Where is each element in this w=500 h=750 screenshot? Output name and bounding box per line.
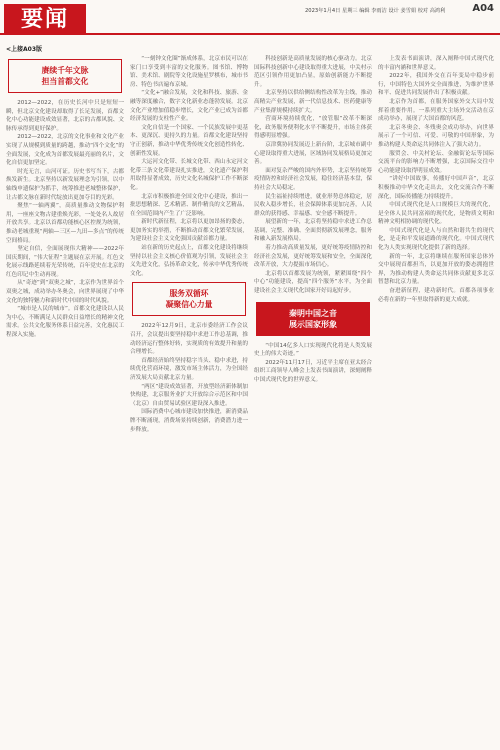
subheadline-line: 担当首都文化 xyxy=(41,77,89,86)
body-paragraph: “一刻钟文化圈”渐成体系，北京市民可以在家门口享受到丰富的文化服务。图书馆、博物馆、美术馆、剧院等文化设施星罗棋布，城市书房、特色书店遍布京城。 xyxy=(130,56,248,88)
section-title: 要闻 xyxy=(4,4,86,34)
body-paragraph: 首都经济始终坚持稳字当头、稳中求进，持续优化营商环境，激发市场主体活力，为全国经济发展大局贡献北京力量。 xyxy=(130,357,248,381)
subheadline xyxy=(256,302,370,336)
body-paragraph: 新时代新征程，北京将以更加昂扬的姿态，更加务实的举措，不断推动首都文化繁荣发展，为建设社会主义文化强国贡献首都力量。 xyxy=(130,219,248,243)
subheadline-line: 秦明中国之音 xyxy=(289,307,337,318)
body-paragraph: 2022年12月9日，北京市委经济工作会议召开，会议提出要坚持稳中求进工作总基调，推动经济运行整体好转，实现质的有效提升和量的合理增长。 xyxy=(130,323,248,356)
body-paragraph: 奋进新征程，建功新时代。首都各项事业必将在新的一年里取得新的更大成就。 xyxy=(378,288,494,303)
body-paragraph: 中国式现代化是人与自然和谐共生的现代化，是走和平发展道路的现代化。中国式现代化为人类实现现代化提供了新的选择。 xyxy=(378,227,494,252)
article-column-2 xyxy=(130,55,248,743)
body-paragraph: “两区”建设成效显著，开放型经济新体制加快构建，北京服务业扩大开放综合示范区和中国（北京）自由贸易试验区建设深入推进。 xyxy=(130,383,248,407)
body-paragraph: 北京作为首都，在服务国家外交大局中发挥着重要作用。一系列重大主场外交活动在京成功举办，展现了大国首都的风范。 xyxy=(378,98,494,123)
body-paragraph: 营商环境持续优化，“放管服”改革不断深化，政务服务便利化水平不断提升，市场主体获得感明显增强。 xyxy=(254,116,372,140)
subheadline xyxy=(8,59,122,93)
body-paragraph: 文化自信是一个国家、一个民族发展中更基本、更深沉、更持久的力量。首都文化建设坚持守正创新，推动中华优秀传统文化创造性转化、创新性发展。 xyxy=(130,124,248,157)
body-paragraph: 坚定自信，全面展现伟大精神——2022年国庆期间，“伟大征程”主题展在京开展。红色文化展示线路延续着光荣传统，百年党史在北京的红色印记中生动再现。 xyxy=(6,246,124,278)
body-paragraph: 站在新的历史起点上，首都文化建设将继续坚持以社会主义核心价值观为引领，发展社会主义先进文化，弘扬革命文化，传承中华优秀传统文化。 xyxy=(130,245,248,277)
body-paragraph: 上发表书面演讲，深入阐释中国式现代化的丰富内涵和世界意义。 xyxy=(378,56,494,71)
body-paragraph: “中国14亿多人口实现现代化将是人类发展史上的伟大奇迹。” xyxy=(254,342,372,358)
body-paragraph: 面对复杂严峻的国内外形势，北京坚持统筹疫情防控和经济社会发展，稳住经济基本盘，保持社会大局稳定。 xyxy=(254,167,372,191)
body-paragraph: 京津冀协同发展迈上新台阶，北京城市副中心建设取得重大进展，区域协同发展格局更加完善。 xyxy=(254,141,372,166)
body-paragraph: 聚焦“一轴两翼”，高质量推动文物保护利用，一座座文物古建重焕光彩，一处处名人故居开放共享。北京以首都功能核心区控规为统领，推动老城重现“两轴—三区—九田—多点”的传统空间格局。 xyxy=(6,203,124,244)
body-paragraph: 中国式现代化是人口规模巨大的现代化，是全体人民共同富裕的现代化，是物质文明和精神文明相协调的现代化。 xyxy=(378,202,494,226)
body-paragraph: “文化+”融合发展，文化和科技、旅游、金融等深度融合，数字文化新业态蓬勃发展。北京文化产业增加值稳步增长，文化产业已成为首都经济发展的支柱性产业。 xyxy=(130,90,248,123)
body-paragraph: “城市是人民的城市”。首都文化建设以人民为中心，不断满足人民群众日益增长的精神文化需求。公共文化服务体系日益完善，文化惠民工程深入实施。 xyxy=(6,306,124,339)
body-paragraph: 2012—2022，北京的文化事业和文化产业实现了从规模到质量的跨越，推动“四个文化”的全面发展，文化成为首都发展最亮丽的名片，文化自信更加坚定。 xyxy=(6,134,124,167)
body-paragraph: 2012—2022，在历史长河中只是短短一瞬，但北京文化建设却取得了长足发展，首都文化中心功能建设成效显著，北京的古都风貌、文脉传承得到更好保护。 xyxy=(6,100,124,132)
masthead-rule xyxy=(0,33,500,35)
masthead xyxy=(0,0,500,40)
body-paragraph: 北京坚持以供给侧结构性改革为主线，推动高精尖产业发展，新一代信息技术、医药健康等产业集群规模持续扩大。 xyxy=(254,90,372,114)
body-paragraph: 着力推动高质量发展，更好统筹疫情防控和经济社会发展，更好统筹发展和安全，全面深化改革开放，大力提振市场信心。 xyxy=(254,245,372,269)
article-column-1 xyxy=(6,55,124,743)
body-paragraph: 时光无言，山河可证。历史书写当下，古都焕发新生。北京坚持以新发展理念为引领，以中轴线申遗保护为抓手，统筹推进老城整体保护，让古都文脉在新时代绽放出更加夺目的光彩。 xyxy=(6,168,124,201)
subheadline-line: 服务双循环 xyxy=(169,289,209,299)
continuation-note: <上接A03版 xyxy=(6,46,43,53)
issue-info: 2023年1月4日 星期三 编辑 李雨洁 设计 姜雪娟 校对 高鸿利 xyxy=(305,8,446,14)
page-number: A04 xyxy=(472,3,494,14)
body-paragraph: 大运河文化带、长城文化带、西山永定河文化带三条文化带建设扎实推进，文化遗产保护利用取得显著成效，历史文化名城保护工作不断深化。 xyxy=(130,159,248,191)
subheadline xyxy=(132,282,246,316)
body-paragraph: 北京将以首都发展为统领，紧紧围绕“四个中心”功能建设，提高“四个服务”水平，为全面建设社会主义现代化国家开好局起好步。 xyxy=(254,270,372,295)
body-paragraph: 民生福祉持续增进，就业形势总体稳定，居民收入稳步增长，社会保障体系更加完善，人民群众的获得感、幸福感、安全感不断提升。 xyxy=(254,193,372,217)
subheadline-line: 展示国家形象 xyxy=(289,318,337,329)
body-paragraph: “讲好中国故事，传播好中国声音”，北京积极推动中华文化走出去，文化交流合作不断深化，国际传播能力持续提升。 xyxy=(378,176,494,200)
subheadline-line: 凝聚信心力量 xyxy=(165,300,213,310)
body-paragraph: 2022年11月17日，习近平主席在亚太经合组织工商领导人峰会上发表书面演讲，深刻阐释中国式现代化的世界意义。 xyxy=(254,359,372,383)
article-column-4 xyxy=(378,55,494,743)
body-paragraph: 从“奇迹”到“双奥之城”，北京作为世界首个双奥之城，成功举办冬奥会，向世界展现了中华文化的独特魅力和新时代中国的时代风貌。 xyxy=(6,280,124,304)
body-paragraph: 国际消费中心城市建设加快推进，新消费品牌不断涌现，消费场景持续创新，消费潜力进一步释放。 xyxy=(130,409,248,433)
body-paragraph: 北京市积极推进全国文化中心建设，推出一批思想精深、艺术精湛、制作精良的文艺精品，在全国范围内产生了广泛影响。 xyxy=(130,193,248,217)
article-column-3 xyxy=(254,55,372,743)
body-paragraph: 北京冬奥会、冬残奥会成功举办，向世界展示了一个可信、可爱、可敬的中国形象，为推动构建人类命运共同体注入了强大动力。 xyxy=(378,124,494,148)
body-paragraph: 服贸会、中关村论坛、金融街论坛等国际交流平台的影响力不断增强，北京国际交往中心功能建设取得明显成效。 xyxy=(378,150,494,174)
body-paragraph: 2022年，我国外交在百年变局中稳步前行，中国特色大国外交全面推进，为维护世界和平、促进共同发展作出了积极贡献。 xyxy=(378,73,494,97)
body-paragraph: 展望新的一年，北京将坚持稳中求进工作总基调，完整、准确、全面贯彻新发展理念，服务和融入新发展格局。 xyxy=(254,219,372,243)
body-paragraph: 科技创新是高质量发展的核心驱动力。北京国际科技创新中心建设取得重大进展，中关村示范区引领作用更加凸显，原始创新能力不断提升。 xyxy=(254,56,372,88)
subheadline-line: 赓续千年文脉 xyxy=(41,66,89,75)
body-paragraph: 新的一年，北京将继续在服务国家总体外交中展现首都担当，以更加开放的姿态拥抱世界，为推动构建人类命运共同体贡献更多北京智慧和北京力量。 xyxy=(378,253,494,286)
